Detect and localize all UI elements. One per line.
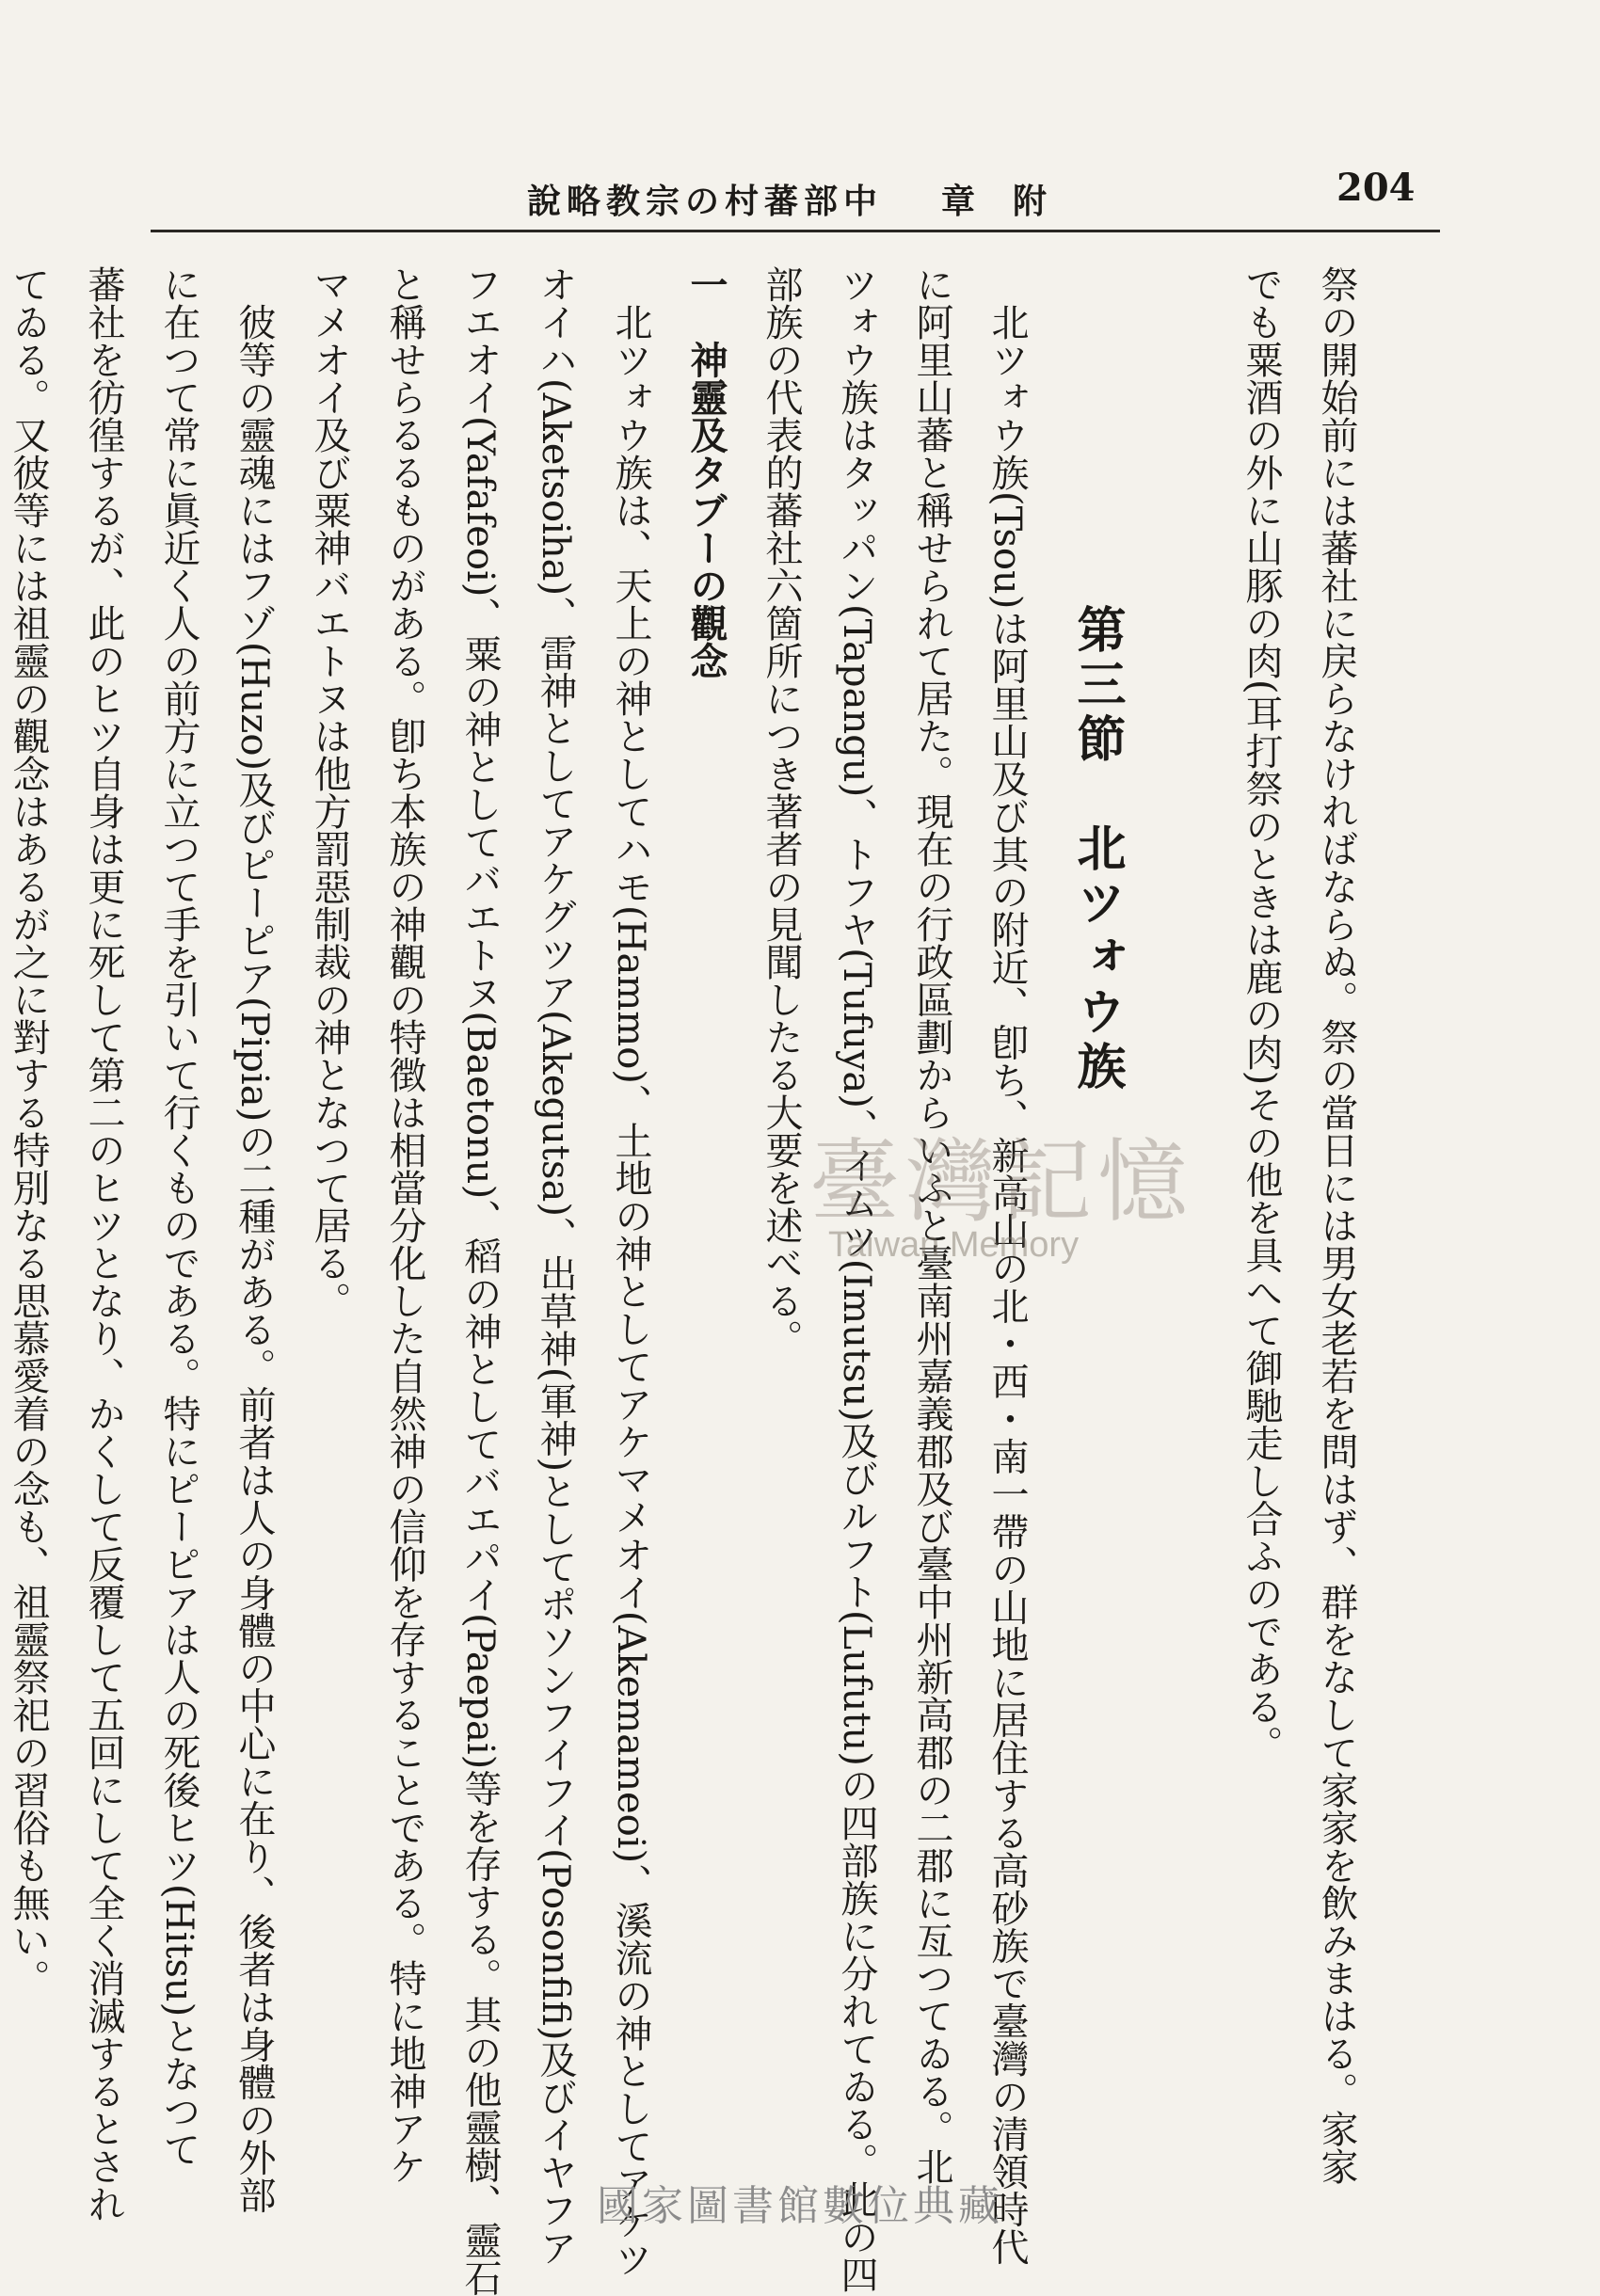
section-heading: 第三節 北ツォウ族 [1068, 604, 1126, 1095]
text-line: マメオイ及び粟神バエトヌは他方罰惡制裁の神となつて居る。 [308, 265, 351, 1319]
text-line: 北ツォウ族(Tsou)は阿里山及び其の附近、卽ち、新高山の北・西・南一帶の山地に居住する高砂族で臺灣の清領時代 [985, 303, 1029, 2266]
text-line: ツォウ族はタッパン(Tapangu)、トフヤ(Tufuya)、イムツ(Imutsu)及びルフト(Lufutu)の四部族に分れてゐる。此の四 [835, 265, 878, 2293]
text-line: 部族の代表的蕃社六箇所につき著者の見聞したる大要を述べる。 [760, 265, 803, 1357]
text-line: に在つて常に眞近く人の前方に立つて手を引いて行くものである。特にピーピアは人の死後ヒツ(Hitsu)となつて [157, 265, 200, 2168]
text-line: 北ツォウ族は、天上の神としてハモ(Hammo)、土地の神としてアケマメオイ(Akemameoi)、溪流の神としてアケツ [609, 303, 652, 2278]
watermark-subtext: Taiwan Memory [828, 1225, 1080, 1265]
text-line: と稱せらるるものがある。卽ち本族の神觀の特徴は相當分化した自然神の信仰を存することである。特に地神アケ [383, 265, 426, 2185]
subsection-heading: 一 神靈及タブーの觀念 [684, 265, 728, 679]
footer-library-mark: 國家圖書館數位典藏 [597, 2182, 1003, 2230]
header-rule [151, 230, 1440, 232]
text-line: 彼等の靈魂にはフゾ(Huzo)及びピーピア(Pipia)の二種がある。前者は人の身體の中心に在り、後者は身體の外部 [232, 303, 276, 2214]
text-line: に阿里山蕃と稱せられて居た。現在の行政區劃からいふと臺南州嘉義郡及び臺中州新高郡の二郡に亙つてゐる。北 [910, 265, 953, 2185]
running-header-title: 中部蕃村の宗教略說 [527, 182, 884, 221]
text-line: 蕃社を彷徨するが、此のヒツ自身は更に死して第二のヒツとなり、かくして反覆して五回にして全く消滅するとされ [82, 265, 125, 2223]
watermark-logo: 臺灣記憶 [809, 1129, 1193, 1235]
running-header-chapter: 附章 [941, 182, 1085, 221]
text-line: 祭の開始前には蕃社に戻らなければならぬ。祭の當日には男女老若を問はず、群をなして家家を飲みまはる。家家 [1315, 265, 1358, 2185]
text-line: でも粟酒の外に山豚の肉(耳打祭のときは鹿の肉)その他を具へて御馳走し合ふのである。 [1240, 265, 1283, 1763]
page-number: 204 [1336, 166, 1416, 210]
text-line: オイハ(Aketsoiha)、雷神としてアケグツア(Akegutsa)、出草神(軍神)としてポソンフイフイ(Posonfifi)及びイヤフア [534, 265, 577, 2267]
text-line: てゐる。又彼等には祖靈の觀念はあるが之に對する特別なる思慕愛着の念も、祖靈祭祀の習俗も無い。 [7, 265, 50, 1997]
text-line: フエオイ(Yafafeoi)、粟の神としてバエトヌ(Baetonu)、稻の神としてバエパイ(Paepai)等を存する。其の他靈樹、靈石 [458, 265, 502, 2296]
